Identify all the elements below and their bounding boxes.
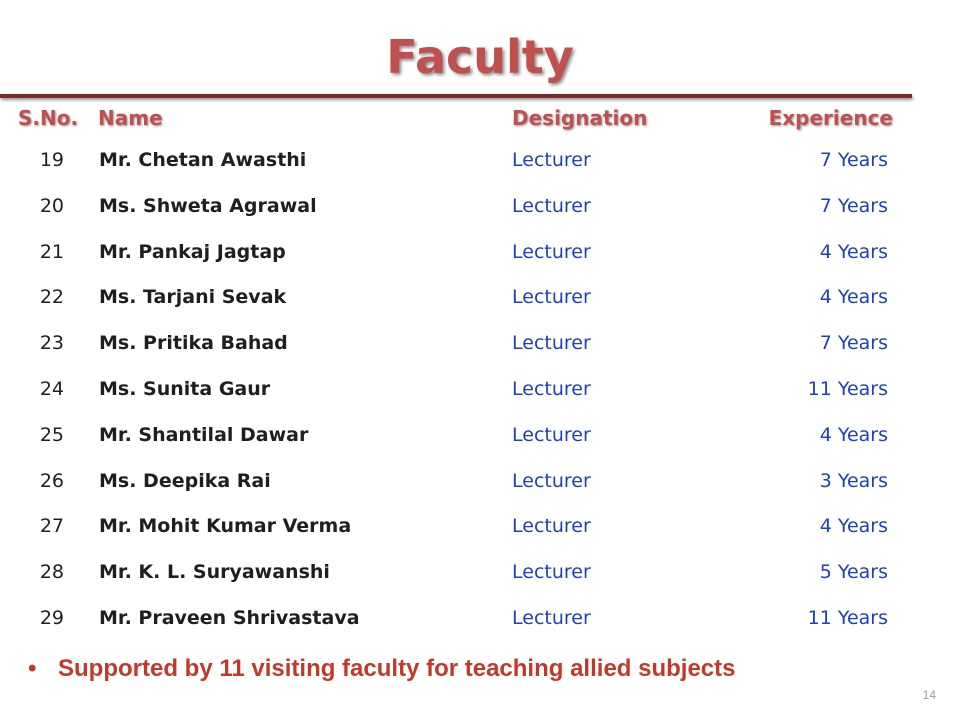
row-name: Mr. K. L. Suryawanshi bbox=[99, 561, 330, 584]
header-sno: S.No. bbox=[18, 106, 79, 130]
row-name: Mr. Pankaj Jagtap bbox=[99, 240, 286, 263]
header-designation: Designation bbox=[512, 106, 648, 130]
row-sno: 21 bbox=[39, 240, 64, 263]
row-designation: Lecturer bbox=[512, 194, 591, 217]
row-name: Mr. Mohit Kumar Verma bbox=[99, 515, 352, 538]
row-designation: Lecturer bbox=[512, 377, 591, 400]
row-name: Ms. Shweta Agrawal bbox=[99, 194, 317, 217]
row-designation: Lecturer bbox=[512, 606, 591, 629]
row-designation: Lecturer bbox=[512, 240, 591, 263]
header-name: Name bbox=[98, 106, 163, 130]
row-sno: 29 bbox=[39, 606, 64, 629]
note-text: Supported by 11 visiting faculty for teaching allied subjects bbox=[58, 655, 736, 682]
row-sno: 24 bbox=[39, 377, 64, 400]
row-experience: 5 Years bbox=[819, 561, 888, 584]
row-sno: 20 bbox=[39, 194, 64, 217]
row-designation: Lecturer bbox=[512, 469, 591, 492]
header-experience: Experience bbox=[768, 106, 893, 130]
table-row bbox=[0, 194, 960, 240]
row-designation: Lecturer bbox=[512, 286, 591, 309]
table-row bbox=[0, 331, 960, 377]
row-sno: 26 bbox=[39, 469, 64, 492]
row-experience: 4 Years bbox=[819, 515, 888, 538]
table-row bbox=[0, 423, 960, 469]
row-name: Ms. Pritika Bahad bbox=[99, 332, 288, 355]
row-experience: 4 Years bbox=[819, 240, 888, 263]
row-experience: 11 Years bbox=[807, 606, 888, 629]
table-row bbox=[0, 560, 960, 606]
table-row bbox=[0, 606, 960, 652]
row-experience: 7 Years bbox=[819, 149, 888, 171]
row-designation: Lecturer bbox=[512, 515, 591, 538]
faculty-table bbox=[0, 148, 960, 652]
row-name: Mr. Chetan Awasthi bbox=[99, 149, 307, 171]
table-row bbox=[0, 469, 960, 515]
slide-title: Faculty bbox=[386, 30, 574, 84]
table-row bbox=[0, 148, 960, 194]
row-sno: 28 bbox=[39, 561, 64, 584]
table-row bbox=[0, 514, 960, 560]
row-experience: 7 Years bbox=[819, 194, 888, 217]
row-sno: 23 bbox=[39, 332, 64, 355]
title-divider bbox=[0, 94, 912, 98]
row-designation: Lecturer bbox=[512, 423, 591, 446]
table-row bbox=[0, 240, 960, 286]
row-designation: Lecturer bbox=[512, 332, 591, 355]
row-name: Ms. Tarjani Sevak bbox=[99, 286, 287, 309]
row-experience: 11 Years bbox=[807, 377, 888, 400]
row-sno: 22 bbox=[39, 286, 64, 309]
row-experience: 7 Years bbox=[819, 332, 888, 355]
page-number: 14 bbox=[922, 688, 936, 702]
table-row bbox=[0, 377, 960, 423]
visiting-faculty-note bbox=[28, 655, 735, 683]
row-name: Ms. Sunita Gaur bbox=[99, 377, 271, 400]
row-sno: 19 bbox=[39, 149, 64, 171]
table-row bbox=[0, 285, 960, 331]
row-experience: 4 Years bbox=[819, 286, 888, 309]
row-name: Mr. Praveen Shrivastava bbox=[99, 606, 360, 629]
row-designation: Lecturer bbox=[512, 149, 591, 171]
bullet-icon: • bbox=[28, 655, 37, 682]
row-name: Ms. Deepika Rai bbox=[99, 469, 271, 492]
row-experience: 4 Years bbox=[819, 423, 888, 446]
row-sno: 25 bbox=[39, 423, 64, 446]
row-designation: Lecturer bbox=[512, 561, 591, 584]
row-experience: 3 Years bbox=[819, 469, 888, 492]
row-sno: 27 bbox=[39, 515, 64, 538]
row-name: Mr. Shantilal Dawar bbox=[99, 423, 309, 446]
